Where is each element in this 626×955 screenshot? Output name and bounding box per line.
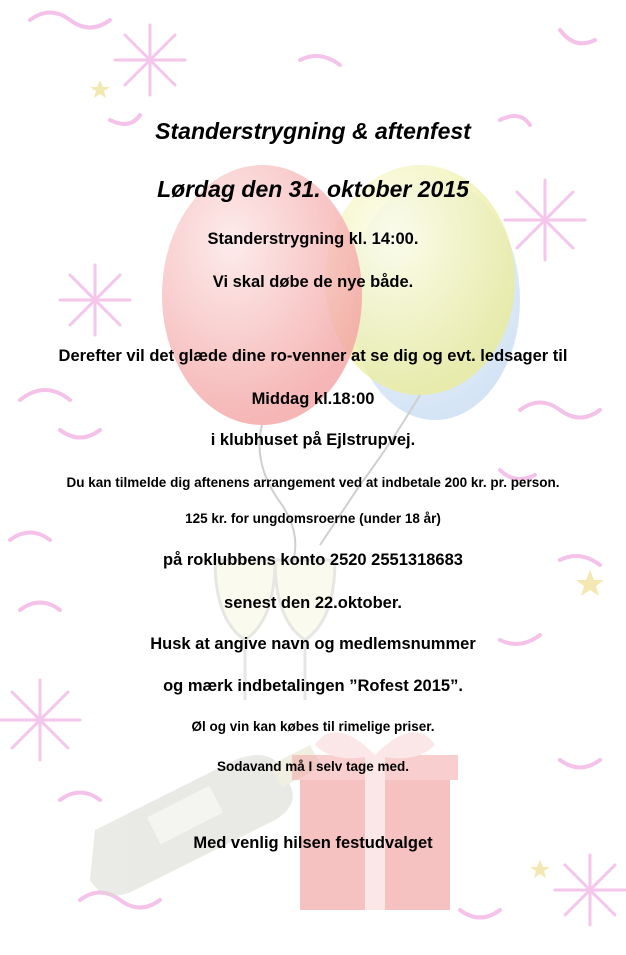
text-line: Øl og vin kan købes til rimelige priser. <box>191 719 435 734</box>
text-line: på roklubbens konto 2520 2551318683 <box>163 551 463 569</box>
text-line: Du kan tilmelde dig aftenens arrangement ved at indbetale 200 kr. pr. person. <box>66 475 560 490</box>
text-line: og mærk indbetalingen ”Rofest 2015”. <box>163 677 463 695</box>
text-line: Sodavand må I selv tage med. <box>216 759 410 774</box>
text-line: Standerstrygning kl. 14:00. <box>207 230 419 248</box>
signature-line: Med venlig hilsen festudvalget <box>193 834 433 852</box>
text-line: 125 kr. for ungdomsroerne (under 18 år) <box>185 511 441 526</box>
text-line: Husk at angive navn og medlemsnummer <box>150 635 476 653</box>
text-line: Middag kl.18:00 <box>251 390 375 408</box>
title-line-1: Standerstrygning & aftenfest <box>155 118 471 144</box>
text-line: senest den 22.oktober. <box>224 594 402 612</box>
text-line: i klubhuset på Ejlstrupvej. <box>210 431 416 449</box>
title-line-2-date: Lørdag den 31. oktober 2015 <box>157 176 469 202</box>
text-line: Vi skal døbe de nye både. <box>212 273 414 291</box>
text-line: Derefter vil det glæde dine ro-venner at se dig og evt. ledsager til <box>58 347 568 365</box>
